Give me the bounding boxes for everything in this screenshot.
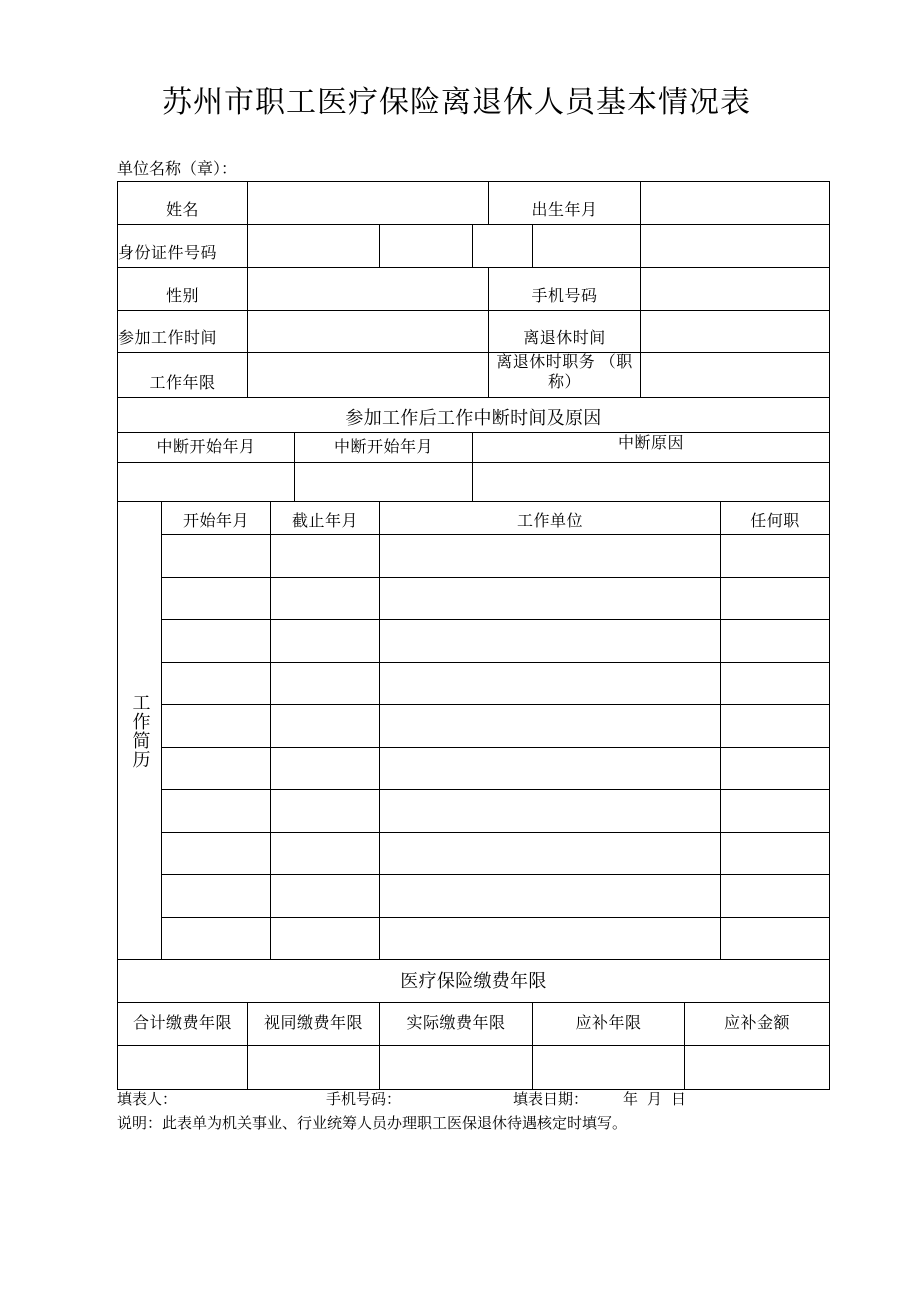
work-start-date-label: 参加工作时间 (118, 311, 248, 353)
work-history-end-cell (271, 578, 380, 620)
work-history-start-cell (162, 833, 271, 875)
interruption-cell (473, 463, 830, 502)
unit-name-label: 单位名称（章）： (117, 161, 238, 178)
work-history-heading: 工作简历 (129, 692, 151, 769)
work-history-employer-cell (380, 918, 721, 960)
fill-date-day-label: 日 (671, 1092, 687, 1108)
interruption-cell (118, 463, 295, 502)
interruption-cell (295, 463, 473, 502)
insurance-years-cell (380, 1046, 533, 1090)
insurance-years-column-header: 实际缴费年限 (380, 1003, 533, 1046)
id-number-segment (473, 225, 533, 268)
work-history-start-cell (162, 578, 271, 620)
position-at-retirement-label: 离退休时职务 （职称） (489, 353, 641, 398)
retirement-date-label: 离退休时间 (489, 311, 641, 353)
work-history-position-cell (721, 535, 830, 578)
id-number-segment (641, 225, 830, 268)
work-history-employer-cell (380, 833, 721, 875)
insurance-years-cell (248, 1046, 380, 1090)
mobile-value (641, 268, 830, 311)
insurance-years-cell (118, 1046, 248, 1090)
work-history-start-cell (162, 620, 271, 663)
years-of-service-label: 工作年限 (118, 353, 248, 398)
insurance-years-column-header: 视同缴费年限 (248, 1003, 380, 1046)
form-note: 说明：此表单为机关事业、行业统筹人员办理职工医保退休待遇核定时填写。 (117, 1116, 628, 1132)
years-of-service-value (248, 353, 489, 398)
birth-date-label: 出生年月 (489, 182, 641, 225)
position-at-retirement-value (641, 353, 830, 398)
fill-date-year-label: 年 (623, 1092, 639, 1108)
work-history-column-header: 工作单位 (380, 502, 721, 535)
interruption-column-header: 中断开始年月 (118, 433, 295, 463)
work-history-position-cell (721, 663, 830, 705)
unit-name-line (117, 160, 237, 180)
insurance-years-column-header: 应补金额 (685, 1003, 830, 1046)
insurance-years-column-header: 应补年限 (533, 1003, 685, 1046)
fill-date-month-label: 月 (647, 1092, 663, 1108)
work-history-end-cell (271, 790, 380, 833)
insurance-years-cell (533, 1046, 685, 1090)
work-history-position-cell (721, 748, 830, 790)
birth-date-value (641, 182, 830, 225)
work-history-start-cell (162, 748, 271, 790)
work-history-position-cell (721, 875, 830, 918)
insurance-years-heading: 医疗保险缴费年限 (118, 960, 830, 1003)
work-history-employer-cell (380, 535, 721, 578)
info-table (117, 181, 830, 1090)
work-history-end-cell (271, 918, 380, 960)
interruption-column-header: 中断原因 (473, 433, 830, 463)
work-history-position-cell (721, 620, 830, 663)
work-history-employer-cell (380, 790, 721, 833)
work-history-position-cell (721, 833, 830, 875)
work-history-employer-cell (380, 578, 721, 620)
work-history-end-cell (271, 748, 380, 790)
retirement-date-value (641, 311, 830, 353)
work-history-position-cell (721, 918, 830, 960)
fill-date-label: 填表日期： (513, 1092, 589, 1108)
form-title: 苏州市职工医疗保险离退休人员基本情况表 (162, 86, 751, 119)
work-history-start-cell (162, 918, 271, 960)
id-number-segment (533, 225, 641, 268)
id-number-label: 身份证件号码 (118, 225, 248, 268)
work-history-employer-cell (380, 875, 721, 918)
work-history-employer-cell (380, 620, 721, 663)
name-value (248, 182, 489, 225)
insurance-years-cell (685, 1046, 830, 1090)
interruption-column-header: 中断开始年月 (295, 433, 473, 463)
name-label: 姓名 (118, 182, 248, 225)
work-history-employer-cell (380, 663, 721, 705)
gender-label: 性别 (118, 268, 248, 311)
work-history-column-header: 任何职 (721, 502, 830, 535)
work-history-position-cell (721, 705, 830, 748)
work-history-heading-cell (118, 502, 162, 960)
work-history-end-cell (271, 663, 380, 705)
filler-label: 填表人： (117, 1092, 178, 1108)
work-history-start-cell (162, 875, 271, 918)
insurance-years-column-header: 合计缴费年限 (118, 1003, 248, 1046)
work-history-position-cell (721, 578, 830, 620)
filler-phone-label: 手机号码： (326, 1092, 402, 1108)
work-history-column-header: 截止年月 (271, 502, 380, 535)
work-history-employer-cell (380, 705, 721, 748)
work-history-start-cell (162, 663, 271, 705)
id-number-segment (248, 225, 380, 268)
interruption-heading: 参加工作后工作中断时间及原因 (118, 398, 830, 433)
work-history-employer-cell (380, 748, 721, 790)
work-history-start-cell (162, 705, 271, 748)
id-number-segment (380, 225, 473, 268)
work-start-date-value (248, 311, 489, 353)
work-history-start-cell (162, 535, 271, 578)
gender-value (248, 268, 489, 311)
work-history-end-cell (271, 705, 380, 748)
work-history-end-cell (271, 535, 380, 578)
work-history-start-cell (162, 790, 271, 833)
work-history-position-cell (721, 790, 830, 833)
work-history-end-cell (271, 875, 380, 918)
work-history-end-cell (271, 833, 380, 875)
work-history-column-header: 开始年月 (162, 502, 271, 535)
work-history-end-cell (271, 620, 380, 663)
mobile-label: 手机号码 (489, 268, 641, 311)
